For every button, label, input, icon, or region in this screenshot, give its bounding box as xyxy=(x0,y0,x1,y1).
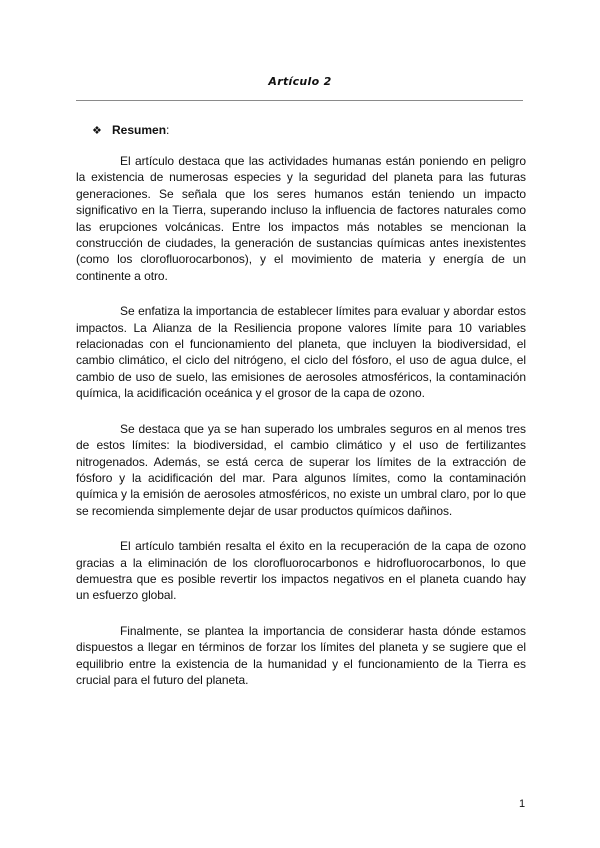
summary-body xyxy=(76,153,526,707)
paragraph: Finalmente, se plantea la importancia de considerar hasta dónde estamos dispuestos a llegar en términos de forzar los límites del planeta y se sugiere que el equilibrio entre la existencia de la humanidad y el funcionamiento de la Tierra es crucial para el futuro del planeta. xyxy=(76,623,526,687)
section-heading-label: Resumen xyxy=(112,123,167,137)
page-number: 1 xyxy=(519,798,526,810)
diamond-bullet-icon: ❖ xyxy=(92,125,102,137)
paragraph: Se enfatiza la importancia de establecer límites para evaluar y abordar estos impactos. La Alianza de la Resiliencia propone valores límite para 10 variables relacionadas con el funcionamiento del planeta, que incluyen la biodiversidad, el cambio climático, el ciclo del nitrógeno, el ciclo del fósforo, el uso de agua dulce, el cambio de uso de suelo, las emisiones de aerosoles atmosféricos, la contaminación química, la acidificación oceánica y el grosor de la capa de ozono. xyxy=(76,304,526,401)
article-title: Artículo 2 xyxy=(268,75,332,88)
header-divider xyxy=(76,100,523,101)
paragraph: El artículo también resalta el éxito en la recuperación de la capa de ozono gracias a la eliminación de los clorofluorocarbonos e hidrofluorocarbonos, lo que demuestra que es posible revertir los impactos negativos en el planeta cuando hay un esfuerzo global. xyxy=(76,539,526,603)
paragraph: Se destaca que ya se han superado los umbrales seguros en al menos tres de estos límites: la biodiversidad, el cambio climático y el uso de fertilizantes nitrogenados. Además, se está cerca de superar los límites de la extracción de fósforo y la acidificación del mar. Para algunos límites, como la contaminación química y la emisión de aerosoles atmosféricos, no existe un umbral claro, por lo que se recomienda simplemente dejar de usar productos químicos dañinos. xyxy=(76,421,526,518)
paragraph: El artículo destaca que las actividades humanas están poniendo en peligro la existencia de numerosas especies y la seguridad del planeta para las futuras generaciones. Se señala que los seres humanos están teniendo un impacto significativo en la Tierra, superando incluso la influencia de factores naturales como las erupciones volcánicas. Entre los impactos más notables se mencionan la construcción de ciudades, la generación de sustancias químicas antes inexistentes (como los clorofluorocarbonos), y el movimiento de materia y energía de un continente a otro. xyxy=(76,154,526,283)
section-heading xyxy=(92,122,169,139)
section-heading-colon: : xyxy=(166,123,170,137)
